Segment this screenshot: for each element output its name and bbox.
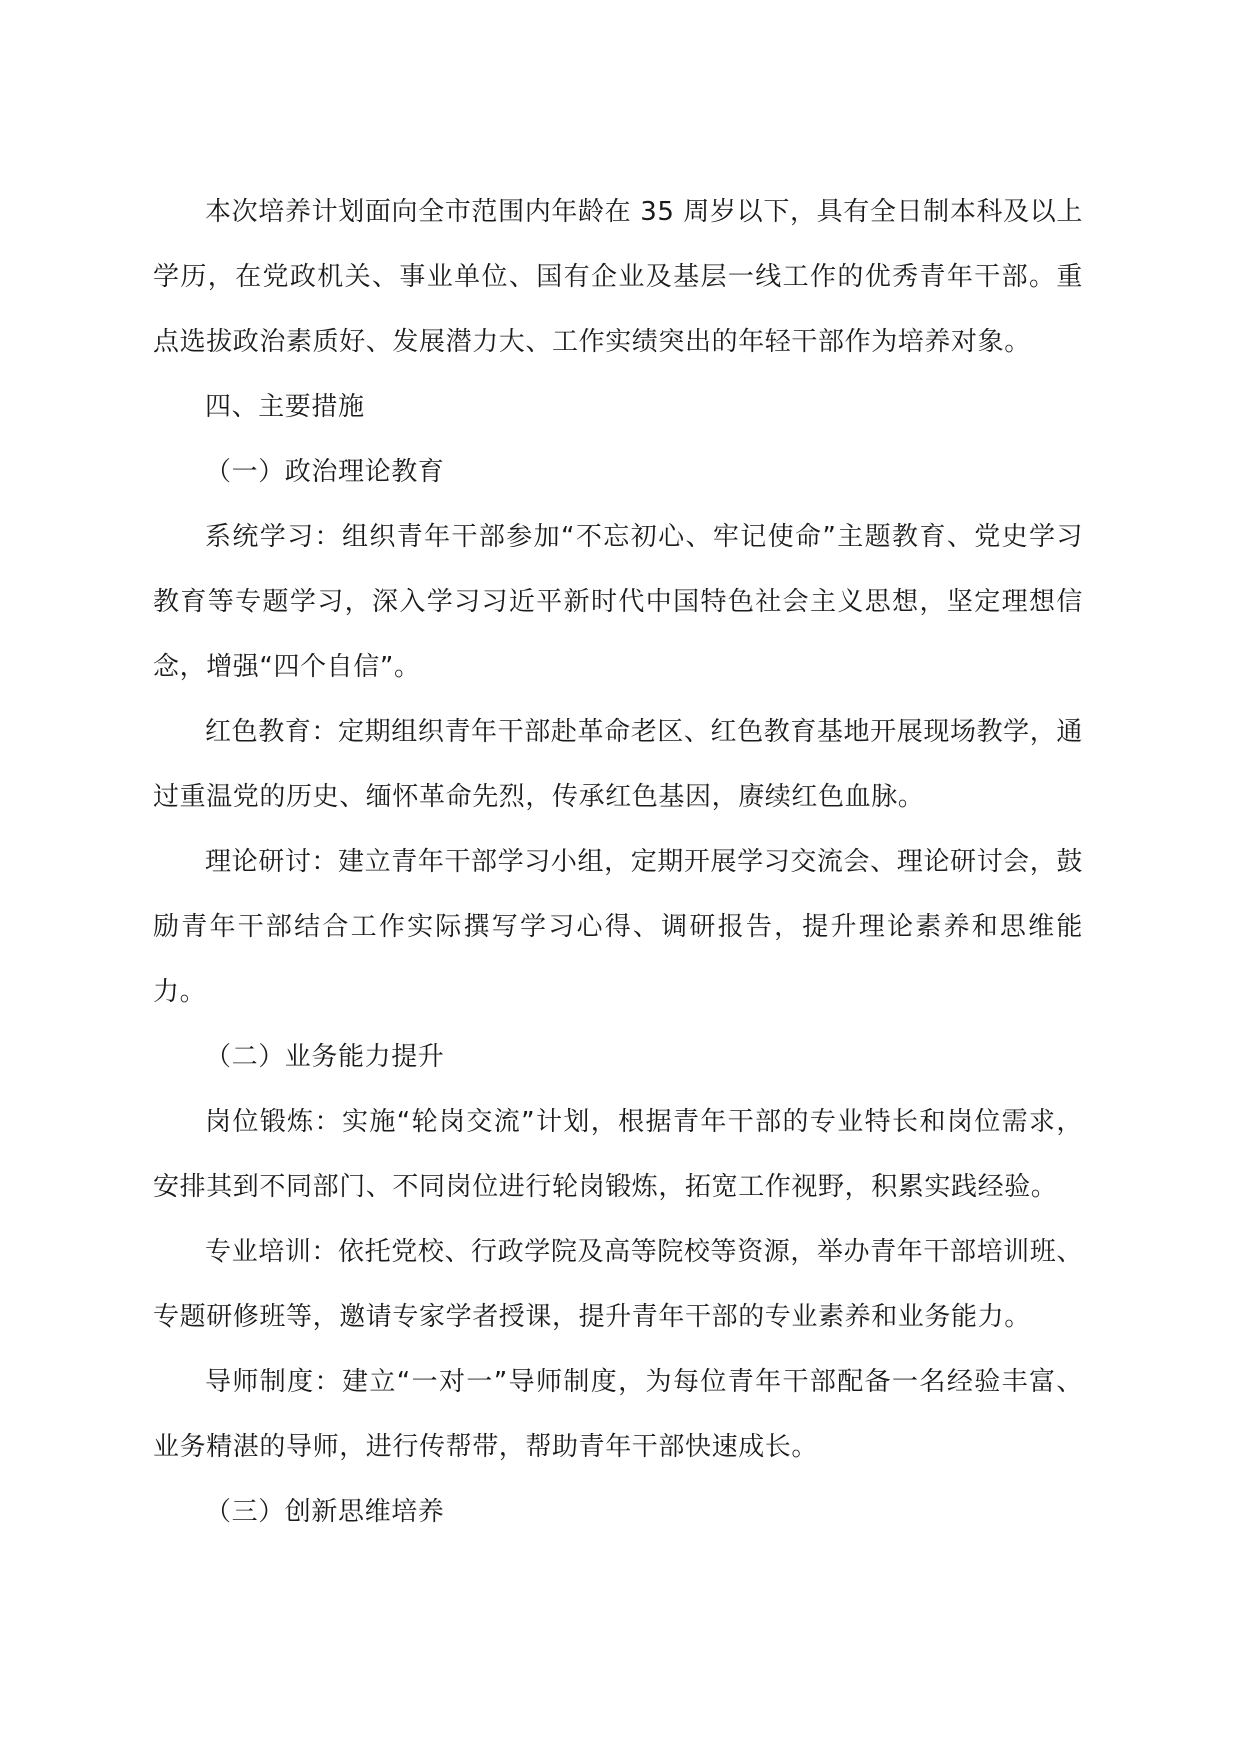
document-body <box>153 180 1083 1545</box>
intro-paragraph: 本次培养计划面向全市范围内年龄在 35 周岁以下，具有全日制本科及以上学历，在党政机关、事业单位、国有企业及基层一线工作的优秀青年干部。重点选拔政治素质好、发展潜力大、工作实绩突出的年轻干部作为培养对象。 <box>153 197 1083 357</box>
paragraph-post-rotation: 岗位锻炼：实施“轮岗交流”计划，根据青年干部的专业特长和岗位需求，安排其到不同部门、不同岗位进行轮岗锻炼，拓宽工作视野，积累实践经验。 <box>153 1107 1083 1202</box>
paragraph-red-education: 红色教育：定期组织青年干部赴革命老区、红色教育基地开展现场教学，通过重温党的历史、缅怀革命先烈，传承红色基因，赓续红色血脉。 <box>153 717 1083 812</box>
paragraph-mentor-system: 导师制度：建立“一对一”导师制度，为每位青年干部配备一名经验丰富、业务精湛的导师，进行传帮带，帮助青年干部快速成长。 <box>153 1367 1083 1462</box>
paragraph-theory-seminar: 理论研讨：建立青年干部学习小组，定期开展学习交流会、理论研讨会，鼓励青年干部结合工作实际撰写学习心得、调研报告，提升理论素养和思维能力。 <box>153 847 1083 1007</box>
subheading-innovative-thinking: （三）创新思维培养 <box>205 1497 445 1527</box>
paragraph-systematic-study: 系统学习：组织青年干部参加“不忘初心、牢记使命”主题教育、党史学习教育等专题学习，深入学习习近平新时代中国特色社会主义思想，坚定理想信念，增强“四个自信”。 <box>153 522 1083 682</box>
subheading-business-ability: （二）业务能力提升 <box>205 1042 445 1072</box>
subheading-political-theory: （一）政治理论教育 <box>205 457 445 487</box>
paragraph-professional-training: 专业培训：依托党校、行政学院及高等院校等资源，举办青年干部培训班、专题研修班等，邀请专家学者授课，提升青年干部的专业素养和业务能力。 <box>153 1237 1083 1332</box>
section-heading-measures: 四、主要措施 <box>205 392 365 422</box>
